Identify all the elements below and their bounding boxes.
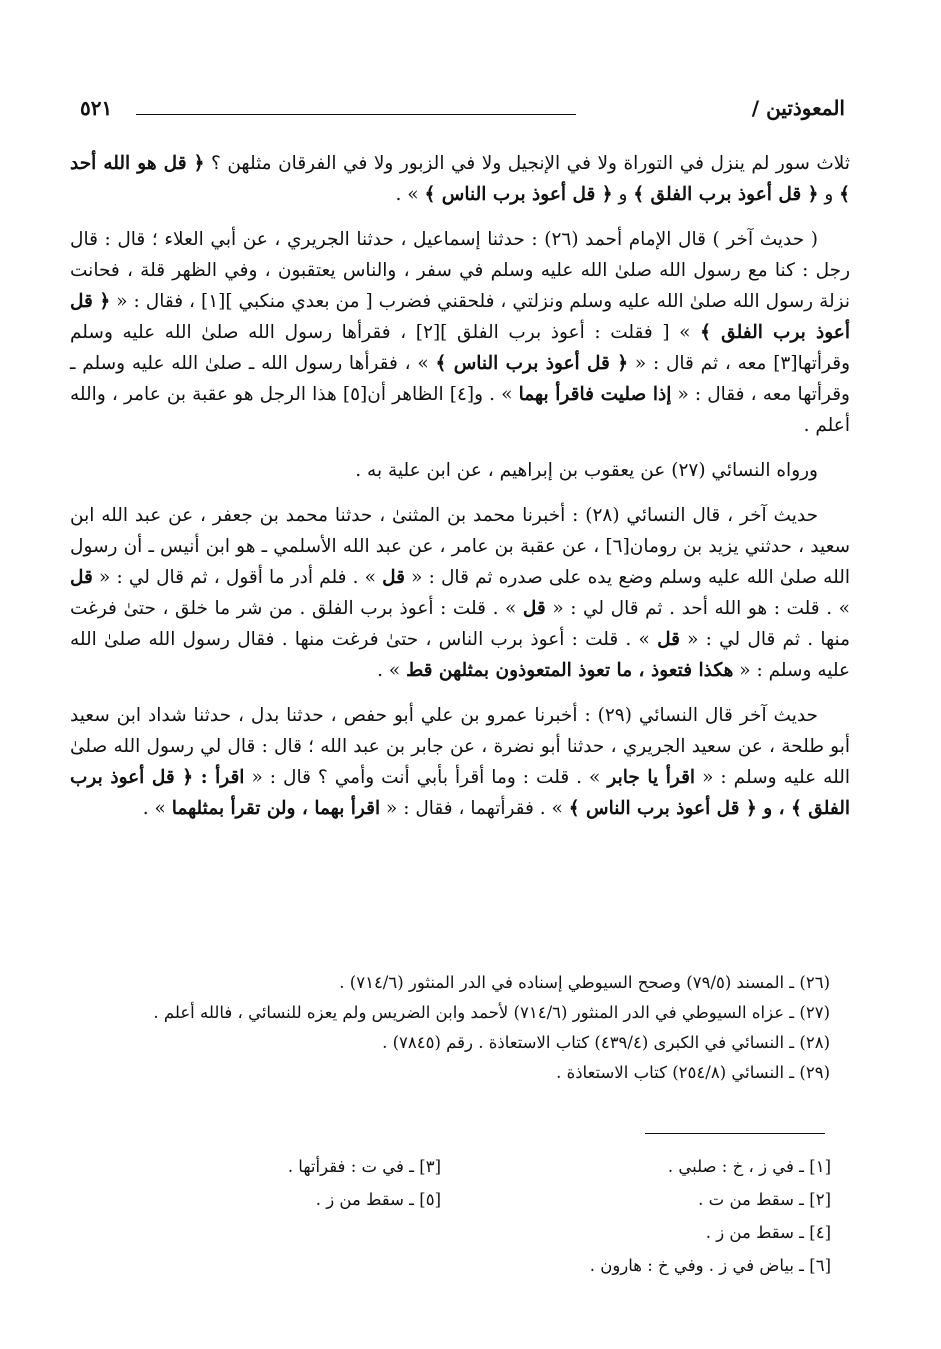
text-run: » ، فقرأها رسول الله ـ صلىٰ الله عليه وسلم ـ وقرأتها معه ، فقال : « bbox=[70, 353, 850, 405]
quoted-text: ﴿ قل أعوذ برب الفلق ﴾ bbox=[70, 291, 850, 343]
text-run: حديث آخر ، قال النسائي (٢٨) : أخبرنا محمد بن المثنىٰ ، حدثنا محمد بن جعفر ، عن عبد الله ابن سعيد ، حدثني يزيد بن رومان[٦] ، عن عقبة بن عامر ، عن عبد الله الأسلمي ـ هو ابن أنيس ـ أن رسول الله صلىٰ الله عليه وسلم وضع يده على صدره ثم قال : « bbox=[70, 505, 850, 588]
quoted-text: ﴿ قل هو الله أحد ﴾ bbox=[70, 153, 850, 205]
quoted-text: ﴿ قل أعوذ برب الناس ﴾ bbox=[435, 353, 629, 374]
variant-note: [٦] ـ بياض في ز . وفي خ : هارون . bbox=[589, 1256, 831, 1275]
paragraph bbox=[70, 700, 850, 824]
quoted-text: قل bbox=[382, 567, 405, 588]
text-run: » . bbox=[377, 660, 407, 681]
footnote: (٢٨) ـ النسائي في الكبرى (٤٣٩/٤) كتاب الاستعاذة . رقم (٧٨٤٥) . bbox=[382, 1033, 830, 1052]
paragraph bbox=[70, 455, 850, 486]
text-run: » . قلت : أعوذ برب الفلق . من شر ما خلق ، حتىٰ فرغت منها . ثم قال لي : « bbox=[70, 598, 850, 650]
text-run: » . قلت : هو الله أحد . ثم قال لي : « bbox=[545, 598, 850, 619]
variants-column-right bbox=[590, 1150, 831, 1282]
paragraph bbox=[70, 224, 850, 441]
text-run: » . قلت : وما أقرأ بأبي أنت وأمي ؟ قال : « bbox=[244, 767, 608, 788]
variant-note: [١] ـ في ز ، خ : صلبي . bbox=[667, 1157, 831, 1176]
chapter-title: المعوذتين / bbox=[751, 96, 845, 120]
footnote: (٢٩) ـ النسائي (٢٥٤/٨) كتاب الاستعاذة . bbox=[556, 1063, 830, 1082]
footnotes bbox=[70, 968, 830, 1088]
text-run: ( حديث آخر ) قال الإمام أحمد (٢٦) : حدثنا إسماعيل ، حدثنا الجريري ، عن أبي العلاء ؛ قال : قال رجل : كنا مع رسول الله صلىٰ الله عليه وسلم في سفر ، والناس يعتقبون ، وفي الظهر قلة ، فحانت نزلة رسول الله صلىٰ الله عليه وسلم ونزلتي ، فلحقني فضرب [ من بعدي منكبي ][١] ، فقال : « bbox=[70, 229, 850, 312]
text-run: » . و[٤] الظاهر أن[٥] هذا الرجل هو عقبة بن عامر ، والله أعلم . bbox=[70, 384, 850, 436]
variants-column-left bbox=[288, 1150, 441, 1216]
text-run: حديث آخر قال النسائي (٢٩) : أخبرنا عمرو بن علي أبو حفص ، حدثنا بدل ، حدثنا شداد ابن سعيد أبو طلحة ، عن سعيد الجريري ، حدثنا أبو نضرة ، عن جابر بن عبد الله ؛ قال : قال لي رسول الله صلىٰ الله عليه وسلم : « bbox=[70, 705, 851, 788]
footnote: (٢٦) ـ المسند (٧٩/٥) وصحح السيوطي إسناده في الدر المنثور (٧١٤/٦) . bbox=[339, 973, 830, 992]
quoted-text: قل bbox=[522, 598, 546, 619]
variant-note: [٤] ـ سقط من ز . bbox=[705, 1223, 831, 1242]
quoted-text: قل bbox=[70, 567, 93, 588]
manuscript-variants bbox=[71, 1150, 831, 1290]
page-number: ٥٢١ bbox=[80, 96, 113, 120]
main-text bbox=[70, 148, 850, 838]
variant-note: [٢] ـ سقط من ت . bbox=[698, 1190, 831, 1209]
text-run: » . bbox=[395, 184, 425, 205]
text-run: » . bbox=[142, 798, 172, 819]
text-run: » [ فقلت : أعوذ برب الفلق ][٢] ، فقرأها رسول الله صلىٰ الله عليه وسلم وقرأتها[٣] معه ، ثم قال : « bbox=[70, 322, 851, 374]
text-run: » . فلم أدر ما أقول ، ثم قال لي : « bbox=[92, 567, 383, 588]
footnote: (٢٧) ـ عزاه السيوطي في الدر المنثور (٧١٤/٦) لأحمد وابن الضريس ولم يعزه للنسائي ، فالله أعلم . bbox=[153, 1003, 830, 1022]
variant-note: [٣] ـ في ت : فقرأتها . bbox=[287, 1157, 441, 1176]
variant-note: [٥] ـ سقط من ز . bbox=[315, 1190, 441, 1209]
paragraph bbox=[70, 148, 850, 210]
quoted-text: اقرأ بهما ، ولن تقرأ بمثلهما bbox=[171, 798, 381, 819]
quoted-text: اقرأ يا جابر bbox=[607, 767, 696, 788]
quoted-text: إذا صليت فاقرأ بهما bbox=[518, 384, 672, 405]
quoted-text: هكذا فتعوذ ، ما تعوذ المتعوذون بمثلهن قط bbox=[406, 660, 734, 681]
running-header bbox=[80, 96, 845, 126]
text-run: » . قلت : أعوذ برب الناس ، حتىٰ فرغت منها . فقال رسول الله صلىٰ الله عليه وسلم : « bbox=[70, 629, 850, 681]
text-run: » . فقرأتهما ، فقال : « bbox=[380, 798, 569, 819]
text-run: و bbox=[818, 184, 840, 205]
quoted-text: ﴿ قل أعوذ برب الناس ﴾ bbox=[424, 184, 613, 205]
text-run: ثلاث سور لم ينزل في التوراة ولا في الإنجيل ولا في الزبور ولا في الفرقان مثلهن ؟ bbox=[204, 153, 850, 174]
quoted-text: اقرأ : ﴿ قل أعوذ برب الفلق ﴾ ، و ﴿ قل أعوذ برب الناس ﴾ bbox=[70, 767, 850, 819]
text-run: و bbox=[612, 184, 634, 205]
quoted-text: قل bbox=[657, 629, 680, 650]
variants-separator bbox=[645, 1133, 825, 1134]
paragraph bbox=[70, 500, 850, 686]
text-run: ورواه النسائي (٢٧) عن يعقوب بن إبراهيم ، عن ابن علية به . bbox=[355, 460, 818, 481]
header-rule bbox=[136, 114, 576, 115]
quoted-text: ﴿ قل أعوذ برب الفلق ﴾ bbox=[633, 184, 819, 205]
